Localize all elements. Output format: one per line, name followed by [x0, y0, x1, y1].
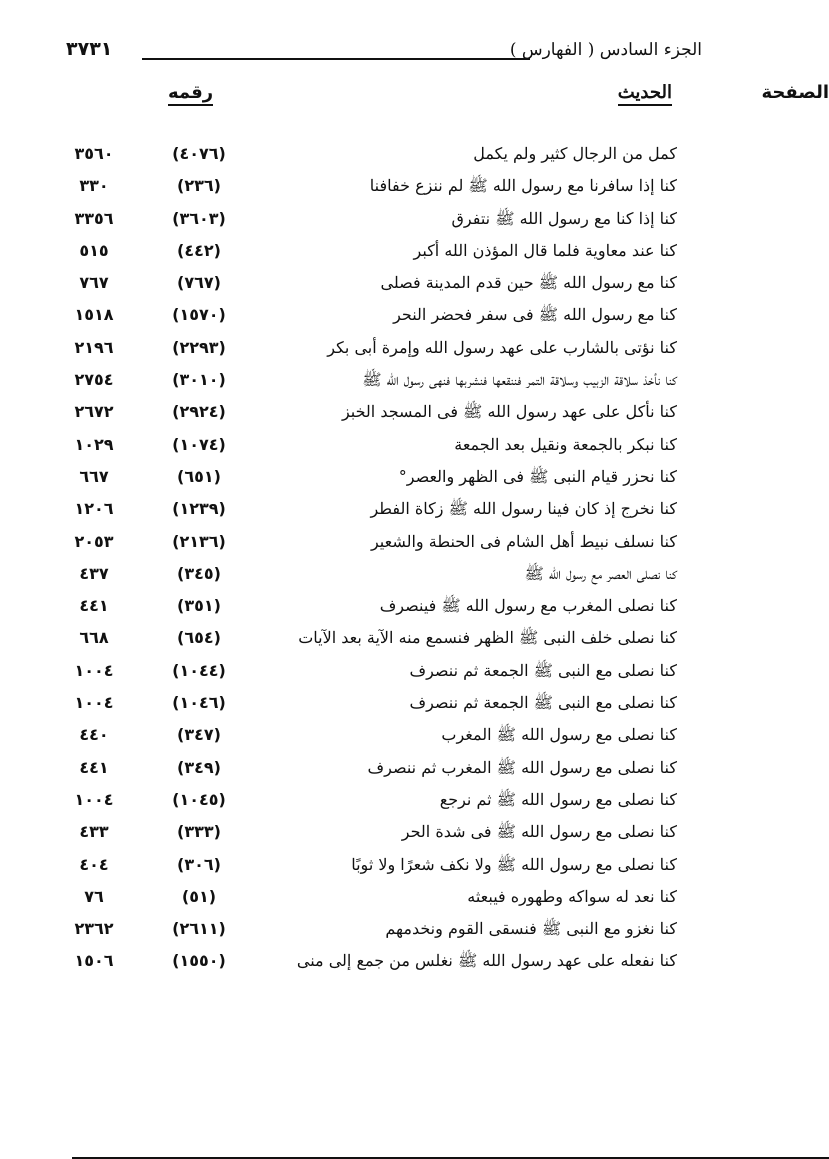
row-page: ٧٦ — [84, 886, 104, 906]
row-hadith-text: كنا نصلى مع رسول الله ﷺ المغرب ثم ننصرف — [367, 757, 677, 777]
row-hadith-text: كنا نصلى مع النبى ﷺ الجمعة ثم ننصرف — [409, 660, 677, 680]
row-page: ٣٣٥٦ — [74, 208, 114, 228]
row-hadith-text: كنا عند معاوية فلما قال المؤذن الله أكبر — [413, 240, 677, 260]
index-row — [60, 883, 702, 915]
row-page: ٤٤٠ — [79, 725, 109, 745]
index-row — [60, 140, 702, 172]
index-row — [60, 818, 702, 850]
row-hadith-text: كنا نخرج إذ كان فينا رسول الله ﷺ زكاة الفطر — [370, 499, 677, 519]
index-row — [60, 689, 702, 721]
index-row — [60, 431, 702, 463]
row-hadith-text: كنا نعد له سواكه وطهوره فيبعثه — [467, 886, 677, 906]
row-number: (٣٤٧) — [177, 725, 221, 745]
row-number: (٤٤٢) — [177, 240, 221, 260]
page-number: ٣٧٣١ — [66, 38, 113, 60]
row-number: (٣٠١٠) — [172, 370, 226, 390]
row-hadith-text: كنا نسلف نبيط أهل الشام فى الحنطة والشعير — [370, 531, 677, 551]
column-headings — [60, 82, 829, 116]
row-hadith-text: كنا نصلى العصر مع رسول الله ﷺ — [524, 563, 677, 583]
row-number: (٣٤٥) — [177, 563, 221, 583]
index-row — [60, 657, 702, 689]
row-number: (٣٤٩) — [177, 757, 221, 777]
column-heading-page: الصفحة — [72, 82, 829, 1159]
row-hadith-text: كنا نصلى مع رسول الله ﷺ فى شدة الحر — [401, 822, 677, 842]
row-hadith-text: كنا نصلى مع رسول الله ﷺ المغرب — [441, 725, 677, 745]
row-number: (٢١٣٦) — [172, 531, 226, 551]
row-number: (٤٠٧٦) — [172, 144, 226, 163]
index-row — [60, 366, 702, 398]
row-page: ٦٦٨ — [79, 628, 109, 648]
index-row — [60, 398, 702, 430]
row-page: ٢٦٧٢ — [74, 402, 114, 422]
row-number: (١٢٣٩) — [172, 499, 226, 519]
row-number: (١٠٤٤) — [172, 660, 226, 680]
index-row — [60, 172, 702, 204]
row-hadith-text: كنا إذا سافرنا مع رسول الله ﷺ لم ننزع خفافنا — [369, 176, 677, 196]
index-row — [60, 786, 702, 818]
row-number: (٢٢٩٣) — [172, 337, 226, 357]
row-page: ١٠٠٤ — [74, 660, 114, 680]
index-row — [60, 754, 702, 786]
header-rule — [142, 58, 530, 60]
row-page: ٢٠٥٣ — [74, 531, 114, 551]
index-row — [60, 721, 702, 753]
row-page: ٤٠٤ — [79, 854, 109, 874]
row-number: (٣٥١) — [177, 596, 221, 616]
row-page: ١٥٠٦ — [74, 951, 114, 971]
row-page: ١٠٠٤ — [74, 789, 114, 809]
volume-title: الجزء السادس ( الفهارس ) — [509, 40, 702, 60]
row-page: ٣٣٠ — [79, 176, 109, 196]
index-row — [60, 624, 702, 656]
row-number: (١٠٧٤) — [172, 434, 226, 454]
column-heading-number: رقمه — [168, 82, 213, 106]
row-number: (١٥٥٠) — [172, 951, 226, 971]
index-row — [60, 560, 702, 592]
row-number: (٢٦١١) — [172, 919, 226, 939]
row-hadith-text: كنا مع رسول الله ﷺ حين قدم المدينة فصلى — [380, 273, 677, 293]
index-row — [60, 269, 702, 301]
running-header — [60, 38, 702, 72]
row-number: (٦٥٤) — [177, 628, 221, 648]
index-row — [60, 947, 702, 979]
row-number: (٣٣٣) — [177, 822, 221, 842]
row-page: ٦٦٧ — [79, 466, 109, 486]
row-number: (١٠٤٥) — [172, 789, 226, 809]
index-row — [60, 205, 702, 237]
index-row — [60, 851, 702, 883]
index-row — [60, 495, 702, 527]
row-page: ٢٣٦٢ — [74, 919, 114, 939]
index-row — [60, 237, 702, 269]
row-hadith-text: كنا نصلى خلف النبى ﷺ الظهر فنسمع منه الآية بعد الآيات — [298, 628, 677, 648]
row-hadith-text: كنا إذا كنا مع رسول الله ﷺ نتفرق — [451, 208, 677, 228]
index-row — [60, 301, 702, 333]
row-page: ١٠٠٤ — [74, 693, 114, 713]
index-row — [60, 463, 702, 495]
row-hadith-text: كنا نفعله على عهد رسول الله ﷺ نغلس من جمع إلى منى — [296, 951, 677, 971]
row-page: ٢٧٥٤ — [74, 370, 114, 390]
row-number: (٣٦٠٣) — [172, 208, 226, 228]
row-hadith-text: كنا نبكر بالجمعة ونقيل بعد الجمعة — [454, 434, 677, 454]
row-hadith-text: كنا نصلى مع رسول الله ﷺ ولا نكف شعرًا ولا ثوبًا — [351, 854, 677, 874]
column-heading-hadith: الحديث — [618, 82, 672, 106]
row-hadith-text: كنا مع رسول الله ﷺ فى سفر فحضر النحر — [393, 305, 677, 325]
index-rows — [60, 140, 702, 980]
row-number: (٢٣٦) — [177, 176, 221, 196]
row-hadith-text: كنا نؤتى بالشارب على عهد رسول الله وإمرة أبى بكر — [327, 337, 677, 357]
row-page: ٤٣٧ — [79, 563, 109, 583]
row-hadith-text: كنا نصلى مع رسول الله ﷺ ثم نرجع — [439, 789, 677, 809]
row-hadith-text: كنا نأكل على عهد رسول الله ﷺ فى المسجد الخبز — [341, 402, 677, 422]
row-page: ١٠٢٩ — [74, 434, 114, 454]
row-number: (١٠٤٦) — [172, 693, 226, 713]
row-number: (٦٥١) — [177, 466, 221, 486]
row-page: ٥١٥ — [79, 240, 109, 260]
row-page: ٢١٩٦ — [74, 337, 114, 357]
row-hadith-text: كنا نأخذ سلاقة الزبيب وسلاقة التمر فننقعها فنشربها فنهى رسول الله ﷺ — [362, 370, 677, 390]
row-page: ١٥١٨ — [74, 305, 114, 325]
index-row — [60, 915, 702, 947]
row-hadith-text: كنا نحزر قيام النبى ﷺ فى الظهر والعصر° — [398, 466, 677, 486]
row-hadith-text: كنا نصلى مع النبى ﷺ الجمعة ثم ننصرف — [409, 693, 677, 713]
index-row — [60, 334, 702, 366]
row-hadith-text: كنا نصلى المغرب مع رسول الله ﷺ فينصرف — [379, 596, 677, 616]
row-page: ٧٦٧ — [79, 273, 109, 293]
row-page: ٣٥٦٠ — [74, 144, 114, 163]
row-number: (٣٠٦) — [177, 854, 221, 874]
row-hadith-text: كمل من الرجال كثير ولم يكمل — [473, 144, 677, 163]
row-page: ٤٣٣ — [79, 822, 109, 842]
row-page: ٤٤١ — [79, 596, 109, 616]
row-number: (١٥٧٠) — [172, 305, 226, 325]
row-number: (٧٦٧) — [177, 273, 221, 293]
index-row — [60, 592, 702, 624]
row-page: ١٢٠٦ — [74, 499, 114, 519]
row-page: ٤٤١ — [79, 757, 109, 777]
row-hadith-text: كنا نغزو مع النبى ﷺ فنسقى القوم ونخدمهم — [385, 919, 677, 939]
index-row — [60, 528, 702, 560]
row-number: (٥١) — [181, 886, 217, 906]
row-number: (٢٩٢٤) — [172, 402, 226, 422]
